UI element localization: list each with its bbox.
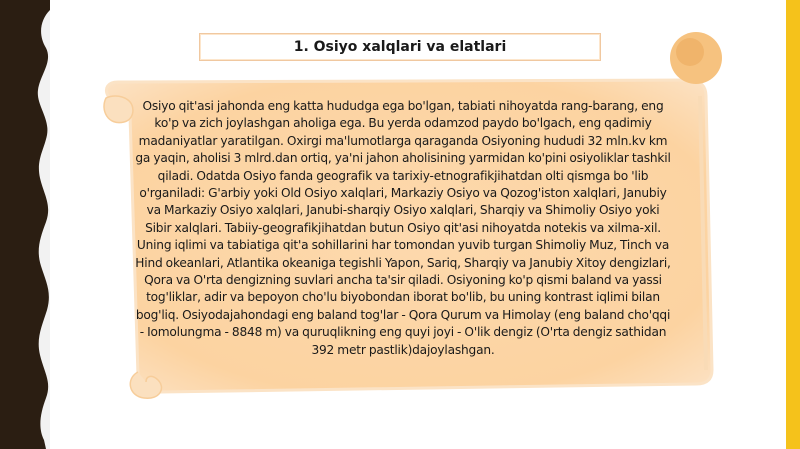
title-box — [199, 33, 601, 61]
slide-title: 1. Osiyo xalqlari va elatlari — [293, 39, 507, 55]
right-accent-bar — [786, 0, 800, 449]
body-paragraph: Osiyo qit'asi jahonda eng katta hududga ega bo'lgan, tabiati nihoyatda rang-barang, eng ko'p va zich joylashgan aholiga ega. Bu yerda odamzod paydo bo'lgach, eng qadimiy madaniyatlar yaratilgan. Oxirgi ma'lumotlarga qaraganda Osiyoning hududi 32 mln.kv km ga yaqin, aholisi 3 mlrd.dan ortiq, ya'ni jahon aholisining yarmidan ko'pini osiyoliklar tashkil qiladi. Odatda Osiyo fanda geografik va tarixiy-etnografikjihatdan olti qismga bo 'lib o'rganiladi: G'arbiy yoki Old Osiyo xalqlari, Markaziy Osiyo va Qozog'iston xalqlari, Janubiy va Markaziy Osiyo xalqlari, Janubi-sharqiy Osiyo xalqlari, Sharqiy va Shimoliy Osiyo yoki Sibir xalqlari. Tabiiy-geografikjihatdan butun Osiyo qit'asi nihoyatda notekis va xilma-xil. Uning iqlimi va tabiatiga qit'a sohillarini har tomondan yuvib turgan Shimoliy Muz, Tinch va Hind okeanlari, Atlantika okeaniga tegishli Yapon, Sariq, Sharqiy va Janubiy Xitoy dengizlari, Qora va O'rta dengizning suvlari ancha ta'sir qiladi. Osiyoning ko'p qismi baland va yassi tog'liklar, adir va bepoyon cho'lu biyobondan iborat bo'lib, bu uning kontrast iqlimi bilan bog'liq. Osiyodajahondagi eng baland tog'lar - Qora Qurum va Himolay (eng baland cho'qqi - Iomolungma - 8848 m) va quruqlikning eng quyi joyi - O'lik dengiz (O'rta dengiz sathidan 392 metr pastlik)dajoylashgan. — [135, 99, 671, 357]
